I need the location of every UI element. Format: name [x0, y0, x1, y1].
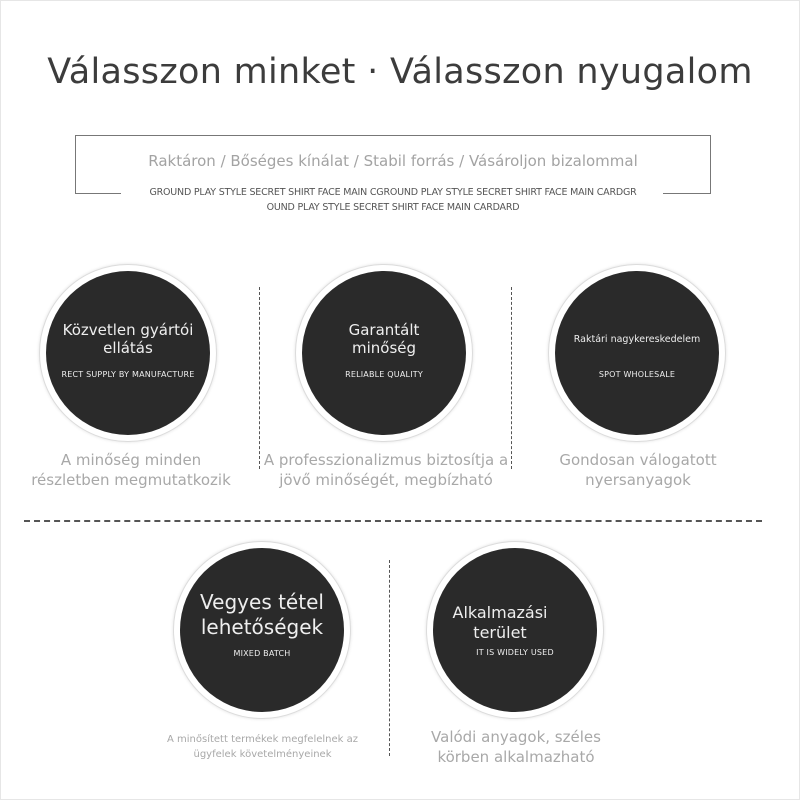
page-title: Válasszon minket · Válasszon nyugalom [47, 52, 753, 92]
feature-description: A minőség minden részletben megmutatkozik [31, 451, 231, 489]
small-caption-line-1: GROUND PLAY STYLE SECRET SHIRT FACE MAIN CGROUND PLAY STYLE SECRET SHIRT FACE MAIN CARDGR [149, 187, 637, 198]
subtitle-box-edge-right [663, 193, 710, 194]
feature-circle-mixed-batch [177, 545, 347, 715]
feature-sub: IT IS WIDELY USED [476, 648, 554, 657]
circle-disc [555, 271, 719, 435]
subtitle-box-edge-left [75, 193, 121, 194]
feature-name: Vegyes tétel lehetőségek [200, 590, 324, 639]
feature-name: Garantált minőség [348, 321, 420, 358]
feature-sub: RECT SUPPLY BY MANUFACTURE [61, 370, 195, 379]
feature-circle-quality [299, 268, 469, 438]
divider-vertical [511, 287, 512, 469]
feature-name: Alkalmazási terület [452, 603, 548, 642]
feature-name: Raktári nagykereskedelem [573, 334, 701, 345]
feature-sub: RELIABLE QUALITY [345, 370, 423, 379]
divider-vertical [259, 287, 260, 469]
divider-vertical [389, 560, 390, 756]
feature-description: A minősített termékek megfelelnek az ügyfelek követelményeinek [167, 734, 358, 760]
feature-sub: MIXED BATCH [233, 649, 291, 658]
feature-circle-direct-supply [43, 268, 213, 438]
small-caption-line-2: OUND PLAY STYLE SECRET SHIRT FACE MAIN CARDARD [266, 202, 520, 213]
feature-description: Valódi anyagok, széles körben alkalmazható [431, 728, 601, 766]
feature-sub: SPOT WHOLESALE [598, 370, 676, 379]
feature-description: A professzionalizmus biztosítja a jövő minőségét, megbízható [263, 451, 509, 489]
feature-circle-application [430, 545, 600, 715]
divider-horizontal [24, 520, 762, 522]
feature-name: Közvetlen gyártói ellátás [62, 321, 194, 358]
subtitle: Raktáron / Bőséges kínálat / Stabil forrás / Vásároljon bizalommal [148, 152, 638, 170]
feature-description: Gondosan válogatott nyersanyagok [559, 451, 717, 489]
feature-circle-wholesale [552, 268, 722, 438]
